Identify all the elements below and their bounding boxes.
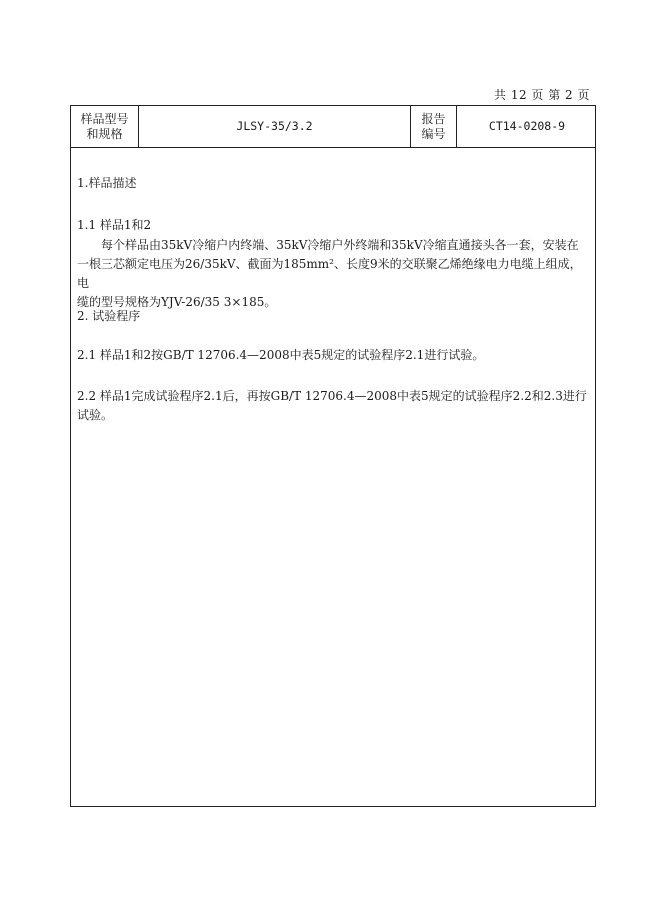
report-no-label: 报告 编号 [411, 106, 457, 147]
section1-1-paragraph [77, 236, 593, 312]
header-row [71, 106, 595, 148]
paragraph-line: 缆的型号规格为YJV-26/35 3×185。 [77, 295, 277, 309]
paragraph-line: 试验。 [77, 408, 114, 422]
section1-1-title: 1.1 样品1和2 [77, 218, 152, 232]
section2-title: 2. 试验程序 [77, 309, 141, 323]
paragraph-line: 一根三芯额定电压为26/35kV、截面为185mm²、长度9米的交联聚乙烯绝缘电力电缆上组成，电 [77, 257, 582, 290]
sample-model-label: 样品型号 和规格 [71, 106, 139, 147]
page-indicator: 共 12 页 第 2 页 [494, 88, 590, 102]
section2-2-paragraph [77, 387, 593, 425]
report-frame [70, 105, 596, 807]
section2-1-paragraph: 2.1 样品1和2按GB/T 12706.4—2008中表5规定的试验程序2.1进行试验。 [77, 348, 485, 362]
sample-model-value: JLSY-35/3.2 [139, 106, 411, 147]
section1-title: 1.样品描述 [77, 176, 137, 190]
paragraph-line: 2.2 样品1完成试验程序2.1后，再按GB/T 12706.4—2008中表5规定的试验程序2.2和2.3进行 [77, 389, 587, 403]
paragraph-line: 每个样品由35kV冷缩户内终端、35kV冷缩户外终端和35kV冷缩直通接头各一套，安装在 [101, 238, 579, 252]
report-no-value: CT14-0208-9 [488, 119, 566, 133]
